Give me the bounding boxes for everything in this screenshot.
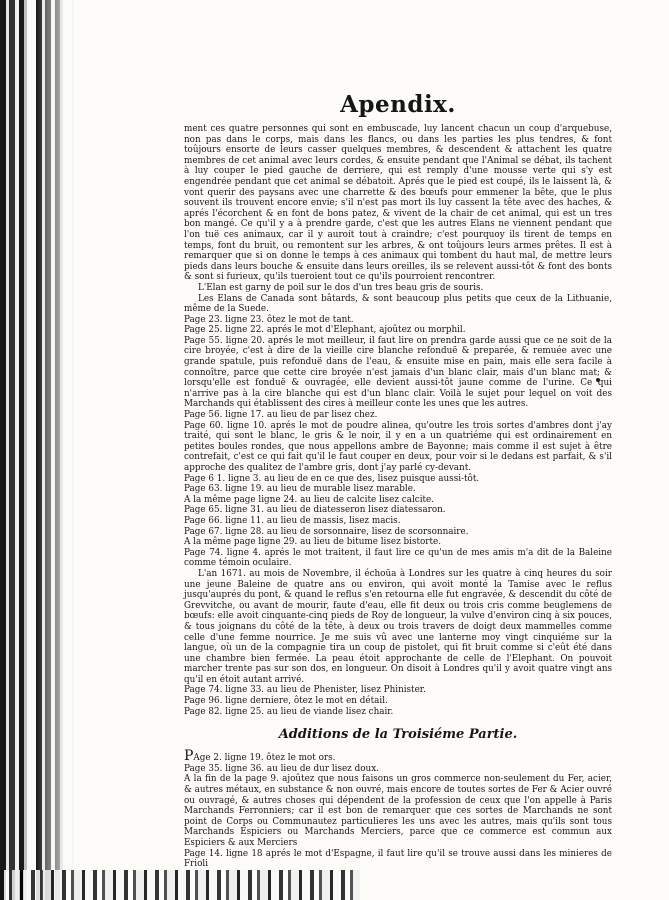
intro-paragraph: ment ces quatre personnes qui sont en embuscade, luy lancent chacun un coup d'arquebuse, non pas dans le corps, mais dans les flancs, ou dans les parties les plus tendres, & font toûjours ensorte de leurs casser quelques membres, & descendent & attachent les quatre membres de cet animal avec leurs cordes, & ensuite pendant que l'Animal se débat, ils tachent à luy couper le pied gauche de derriere, qui est remply d'une mousse verte qui s'y est engendrée pendant que cet animal se débatoit. Aprés que le pied est coupé, ils le laissent là, & vont querir des paysans avec une charrette & des bœufs pour emmener la bête, que le plus souvent ils trouvent encore envie; s'il n'est pas mort ils luy cassent la tête avec des haches, & aprés l'écorchent & en font de bons patez, & vivent de la chair de cet animal, qui est un tres bon mangé. Ce qu'il y a à prendre garde, c'est que les autres Elans ne viennent pendant que l'on tuë ces animaux, car il y auroit tout à craindre; c'est pourquoy ils tirent de temps en temps, font du bruit, ou remontent sur les arbres, & ont toûjours leurs armes prêtes. Il est à remarquer que si on donne le temps à ces animaux qui tombent du haut mal, de mettre leurs pieds dans leurs bouche & ensuite dans leurs oreilles, ils se relevent aussi-tôt & font des bonts & sont si furieux, qu'ils tueroient tout ce qu'ils pourroient rencontrer. bbox=[184, 124, 612, 283]
correction-entry: Page 60. ligne 10. aprés le mot de poudre alinea, qu'outre les trois sortes d'ambres dont j'ay traité, qui sont le blanc, le gris & le noir, il y en a un quatriéme qui est ordinairement en petites boules rondes, que nous appellons ambre de Bayonne; mais comme il est sujet à être contrefait, c'est ce qui fait qu'il le faut couper en deux, pour voir si le dedans est parfait, & s'il approche des qualitez de l'ambre gris, dont j'ay parlé cy-devant. bbox=[184, 420, 612, 473]
correction-entry: Page 55. ligne 20. aprés le mot meilleur, il faut lire on prendra garde aussi que ce ne soit de la cire broyée, c'est à dire de la vieille cire blanche refonduë & preparée, & remuée avec une grande spatule, puis refonduë dans de l'eau, & ensuite mise en pain, mais elle sera facile à connoître, parce que cette cire broyée n'est jamais d'un blanc clair, mais d'un blanc mat; & lorsqu'elle est fonduë & ouvragée, elle devient aussi-tôt jaune comme de l'urine. Ce qui n'arrive pas à la cire blanche qui est d'un blanc clair. Voilà le sujet pour lequel on voit des Marchands qui établissent des cires à meilleur conte les unes que les autres. bbox=[184, 335, 612, 410]
addition-entry: A la fin de la page 9. ajoûtez que nous faisons un gros commerce non-seulement du Fer, acier, & autres métaux, en substance & non ouvré, mais encore de toutes sortes de Fer & Acier ouvré ou ouvragé, & autres choses qui dépendent de la profession de ceux que l'on appelle à Paris Marchands Ferronniers; car il est bon de remarquer que ces sortes de Marchands ne sont point de Corps ou Communautez particulieres les uns avec les autres, mais qu'ils sont tous Marchands Espiciers ou Marchands Merciers, parce que ce commerce est commun aux Espiciers & aux Merciers bbox=[184, 774, 612, 848]
correction-entry: A la même page ligne 29. au lieu de bitume lisez bistorte. bbox=[184, 537, 442, 548]
drop-cap: P bbox=[184, 748, 194, 765]
correction-entry: Page 74. ligne 33. au lieu de Phenister, lisez Phinister. bbox=[184, 685, 426, 696]
correction-entry: Page 67. ligne 28. au lieu de sorsonnaire, lisez de scorsonnaire. bbox=[184, 526, 469, 537]
intro-paragraph: Les Elans de Canada sont bâtards, & sont beaucoup plus petits que ceux de la Lithuanie, même de la Suede. bbox=[184, 293, 612, 315]
additions-list bbox=[184, 748, 612, 870]
correction-entry: Page 74. ligne 4. aprés le mot traitent, il faut lire ce qu'un de mes amis m'a dit de la Baleine comme témoin oculaire. bbox=[184, 547, 612, 569]
corrections-list bbox=[184, 315, 612, 569]
correction-entry: Page 65. ligne 31. au lieu de diatesseron lisez diatessaron. bbox=[184, 505, 446, 516]
correction-entry: Page 23. ligne 23. ôtez le mot de tant. bbox=[184, 314, 354, 325]
page-heading: Apendix. bbox=[340, 91, 456, 118]
addition-entry: Page 35. ligne 36. au lieu de dur lisez doux. bbox=[184, 763, 379, 774]
intro-paragraph: L'Elan est garny de poil sur le dos d'un tres beau gris de souris. bbox=[198, 282, 484, 293]
correction-entry: Page 63. ligne 19. au lieu de murable lisez marable. bbox=[184, 484, 416, 495]
correction-entry: Page 66. ligne 11. au lieu de massis, lisez macis. bbox=[184, 515, 401, 526]
addition-entry: Page 14. ligne 18 aprés le mot d'Espagne, il faut lire qu'il se trouve aussi dans les minieres de Frioli bbox=[184, 848, 612, 870]
scan-bottom-artifact bbox=[0, 870, 360, 900]
correction-entry: Page 6 1. ligne 3. au lieu de en ce que des, lisez puisque aussi-tôt. bbox=[184, 473, 480, 484]
section-title: Additions de la Troisiéme Partie. bbox=[278, 727, 518, 743]
scan-edge-artifact bbox=[0, 0, 74, 900]
whale-paragraph: L'an 1671. au mois de Novembre, il échoüa à Londres sur les quatre à cinq heures du soir une jeune Baleine de quatre ans ou environ, qui avoit monté la Tamise avec le reflus jusqu'auprés du pont, & quand le reflus s'en retourna elle fut engravée, & descendit du côté de Grevvitche, ou avant de mourir, faute d'eau, elle fit deux ou trois cris comme beuglemens de bœufs: elle avoit cinquante-cinq pieds de Roy de longueur, la vulve d'environ cinq à six pouces, & tous joignans du côté de la tête, à deux ou trois travers de doigt deux mammelles comme celle d'une femme nourrice. Je me suis vû avec une lanterne moy vingt cinquiéme sur la langue, où un de la compagnie tira un coup de pistolet, qui fit bruit comme si c'eût été dans une chambre bien fermée. La peau étoit approchante de celle de l'Elephant. On pouvoit marcher trente pas sur son dos, en longueur. On disoit à Londres qu'il y avoit quatre vingt ans qu'il en étoit autant arrivé. bbox=[184, 568, 612, 685]
correction-entry: Page 96. ligne derniere, ôtez le mot en détail. bbox=[184, 696, 388, 707]
correction-entry: Page 56. ligne 17. au lieu de par lisez chez. bbox=[184, 410, 378, 421]
corrections-list-2 bbox=[184, 685, 612, 717]
correction-entry: A la même page ligne 24. au lieu de calcite lisez calcite. bbox=[184, 494, 435, 505]
correction-entry: Page 82. ligne 25. au lieu de viande lisez chair. bbox=[184, 706, 394, 717]
addition-text: Age 2. ligne 19. ôtez le mot ors. bbox=[193, 753, 336, 764]
addition-entry bbox=[184, 748, 612, 765]
correction-entry: Page 25. ligne 22. aprés le mot d'Elephant, ajoûtez ou morphil. bbox=[184, 325, 466, 336]
page-content bbox=[184, 92, 612, 870]
